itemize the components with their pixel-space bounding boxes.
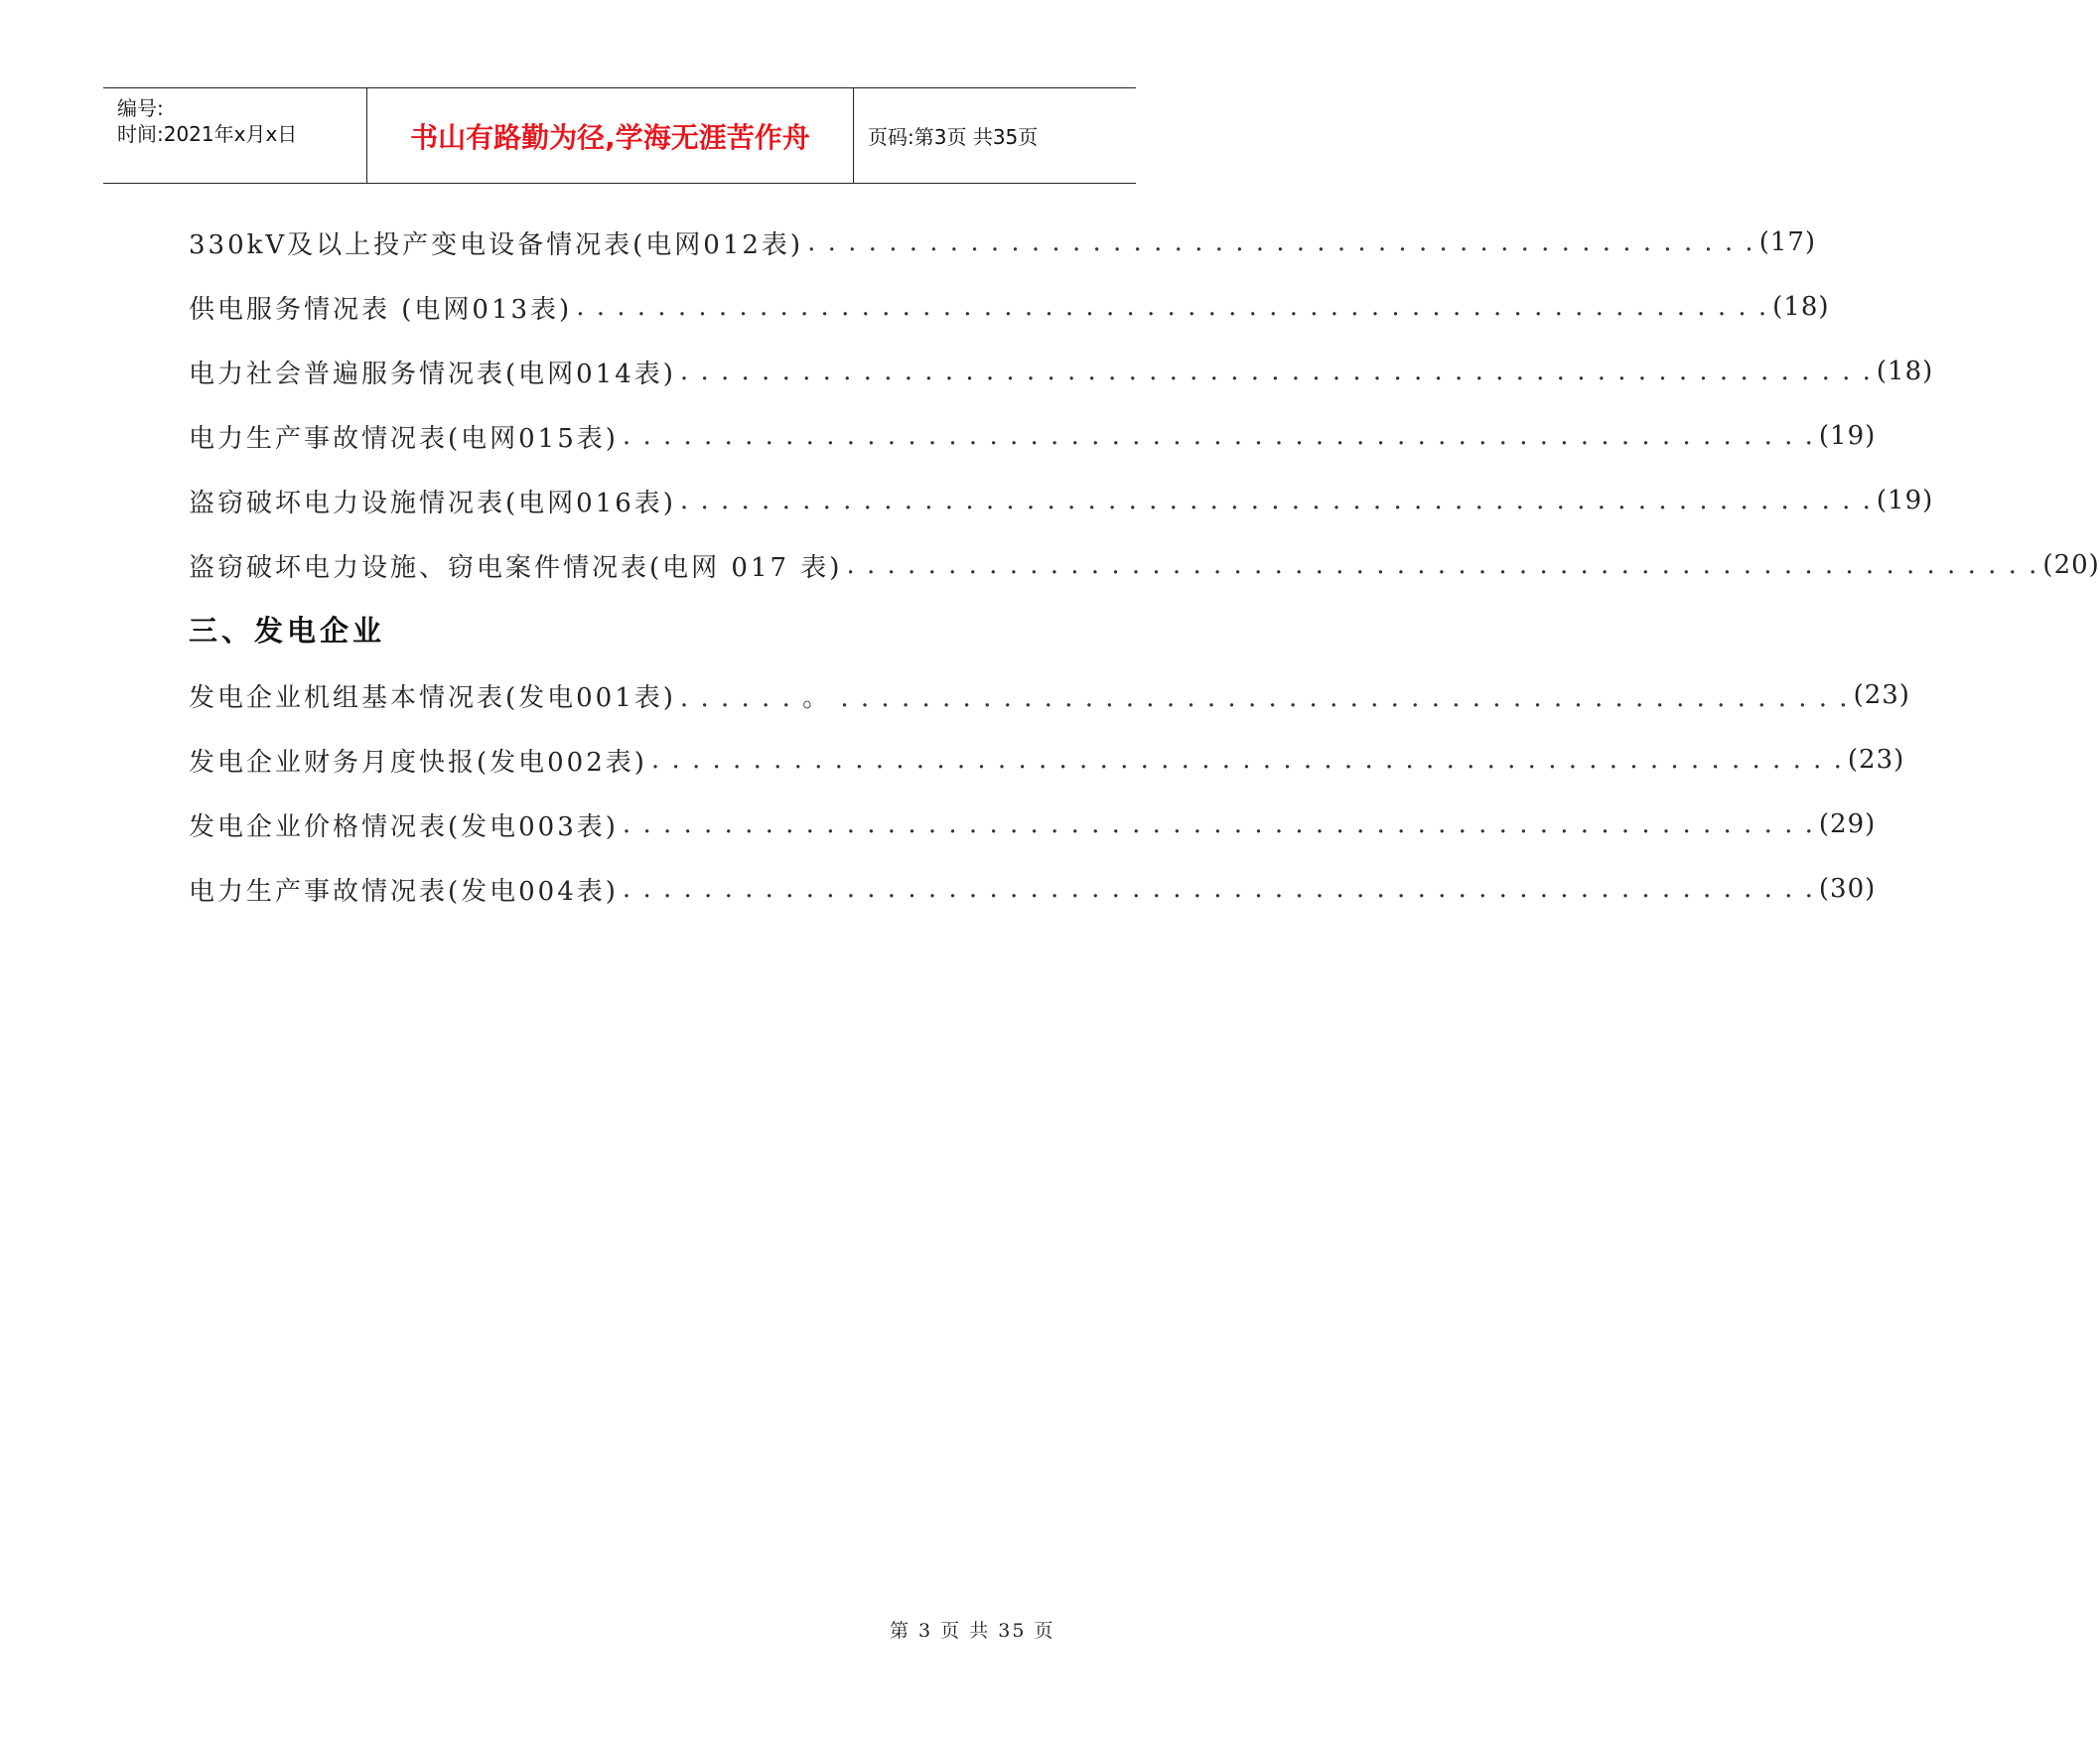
toc-entry-page: (20) xyxy=(2042,550,2100,580)
toc-entry-title: 电力生产事故情况表(发电004表) xyxy=(189,876,619,907)
toc-entry-title: 发电企业财务月度快报(发电002表) xyxy=(189,747,647,778)
toc-entry[interactable] xyxy=(189,804,1877,844)
toc-entry[interactable] xyxy=(189,416,1877,456)
page-footer: 第 3 页 共 35 页 xyxy=(890,1620,1055,1642)
toc-entry-leader: . . . . . . . . . . . . . . . . . . . . . . . . . . . . . . . . . . . . . . . . . . . . . . . . . . . . . . . . . . . xyxy=(650,745,1844,775)
header-meta-cell xyxy=(103,88,366,183)
toc-entry-page: (19) xyxy=(1876,486,1934,515)
toc-entry-leader: . . . . . . . . . . . . . . . . . . . . . . . . . . . . . . . . . . . . . . . . . . . . . . . . . . . . . . . . . . . xyxy=(679,486,1873,515)
toc-entry-title: 330kV及以上投产变电设备情况表(电网012表) xyxy=(189,229,804,260)
document-header xyxy=(103,87,1136,184)
section-heading: 三、发电企业 xyxy=(189,614,386,648)
toc-entry[interactable] xyxy=(189,222,1817,262)
header-page-cell xyxy=(854,88,1136,183)
toc-entry[interactable] xyxy=(189,740,1905,780)
document-number-label: 编号: xyxy=(117,96,164,120)
toc-entry[interactable] xyxy=(189,545,2100,585)
toc-entry-title: 供电服务情况表 (电网013表) xyxy=(189,294,573,325)
toc-entry-leader: . . . . . . 。 . . . . . . . . . . . . . . . . . . . . . . . . . . . . . . . . . . . . . . . . . . . . . . . . . . xyxy=(679,682,1850,713)
header-motto-cell xyxy=(366,88,854,183)
toc-entry[interactable] xyxy=(189,675,1910,715)
document-time-label: 时间:2021年x月x日 xyxy=(117,122,298,146)
header-motto: 书山有路勤为径,学海无涯苦作舟 xyxy=(410,121,810,154)
toc-entry-page: (18) xyxy=(1876,357,1934,386)
toc-entry-leader: . . . . . . . . . . . . . . . . . . . . . . . . . . . . . . . . . . . . . . . . . . . . . . . . . . . . . . . . . . . xyxy=(846,550,2039,580)
toc-entry-title: 盗窃破坏电力设施、窃电案件情况表(电网 017 表) xyxy=(189,552,843,583)
toc-entry-leader: . . . . . . . . . . . . . . . . . . . . . . . . . . . . . . . . . . . . . . . . . . . . . . . xyxy=(807,227,1755,257)
toc-entry-leader: . . . . . . . . . . . . . . . . . . . . . . . . . . . . . . . . . . . . . . . . . . . . . . . . . . . . . . . . . . . xyxy=(679,357,1873,386)
toc-entry[interactable] xyxy=(189,869,1877,909)
toc-entry-page: (29) xyxy=(1818,809,1877,839)
toc-entry[interactable] xyxy=(189,287,1830,327)
toc-entry-title: 盗窃破坏电力设施情况表(电网016表) xyxy=(189,488,676,518)
toc-entry-leader: . . . . . . . . . . . . . . . . . . . . . . . . . . . . . . . . . . . . . . . . . . . . . . . . . . . . . . . . . . . xyxy=(576,292,1769,322)
toc-entry-page: (30) xyxy=(1818,874,1877,904)
toc-entry-leader: . . . . . . . . . . . . . . . . . . . . . . . . . . . . . . . . . . . . . . . . . . . . . . . . . . . . . . . . . . . xyxy=(622,809,1815,839)
toc-entry-page: (23) xyxy=(1847,745,1905,775)
toc-entry[interactable] xyxy=(189,352,1934,391)
toc-entry-title: 电力社会普遍服务情况表(电网014表) xyxy=(189,359,676,389)
toc-entry-page: (23) xyxy=(1853,680,1910,710)
toc-entry-leader: . . . . . . . . . . . . . . . . . . . . . . . . . . . . . . . . . . . . . . . . . . . . . . . . . . . . . . . . . . . xyxy=(622,874,1815,904)
toc-entry[interactable] xyxy=(189,481,1934,520)
toc-entry-title: 发电企业价格情况表(发电003表) xyxy=(189,811,619,842)
toc-entry-leader: . . . . . . . . . . . . . . . . . . . . . . . . . . . . . . . . . . . . . . . . . . . . . . . . . . . . . . . . . . . xyxy=(622,421,1815,451)
toc-entry-page: (19) xyxy=(1818,421,1877,451)
header-page-info: 页码:第3页 共35页 xyxy=(868,125,1039,149)
toc-entry-page: (18) xyxy=(1772,292,1830,322)
toc-entry-title: 电力生产事故情况表(电网015表) xyxy=(189,423,619,454)
toc-entry-title: 发电企业机组基本情况表(发电001表) xyxy=(189,682,676,713)
toc-entry-page: (17) xyxy=(1758,227,1817,257)
